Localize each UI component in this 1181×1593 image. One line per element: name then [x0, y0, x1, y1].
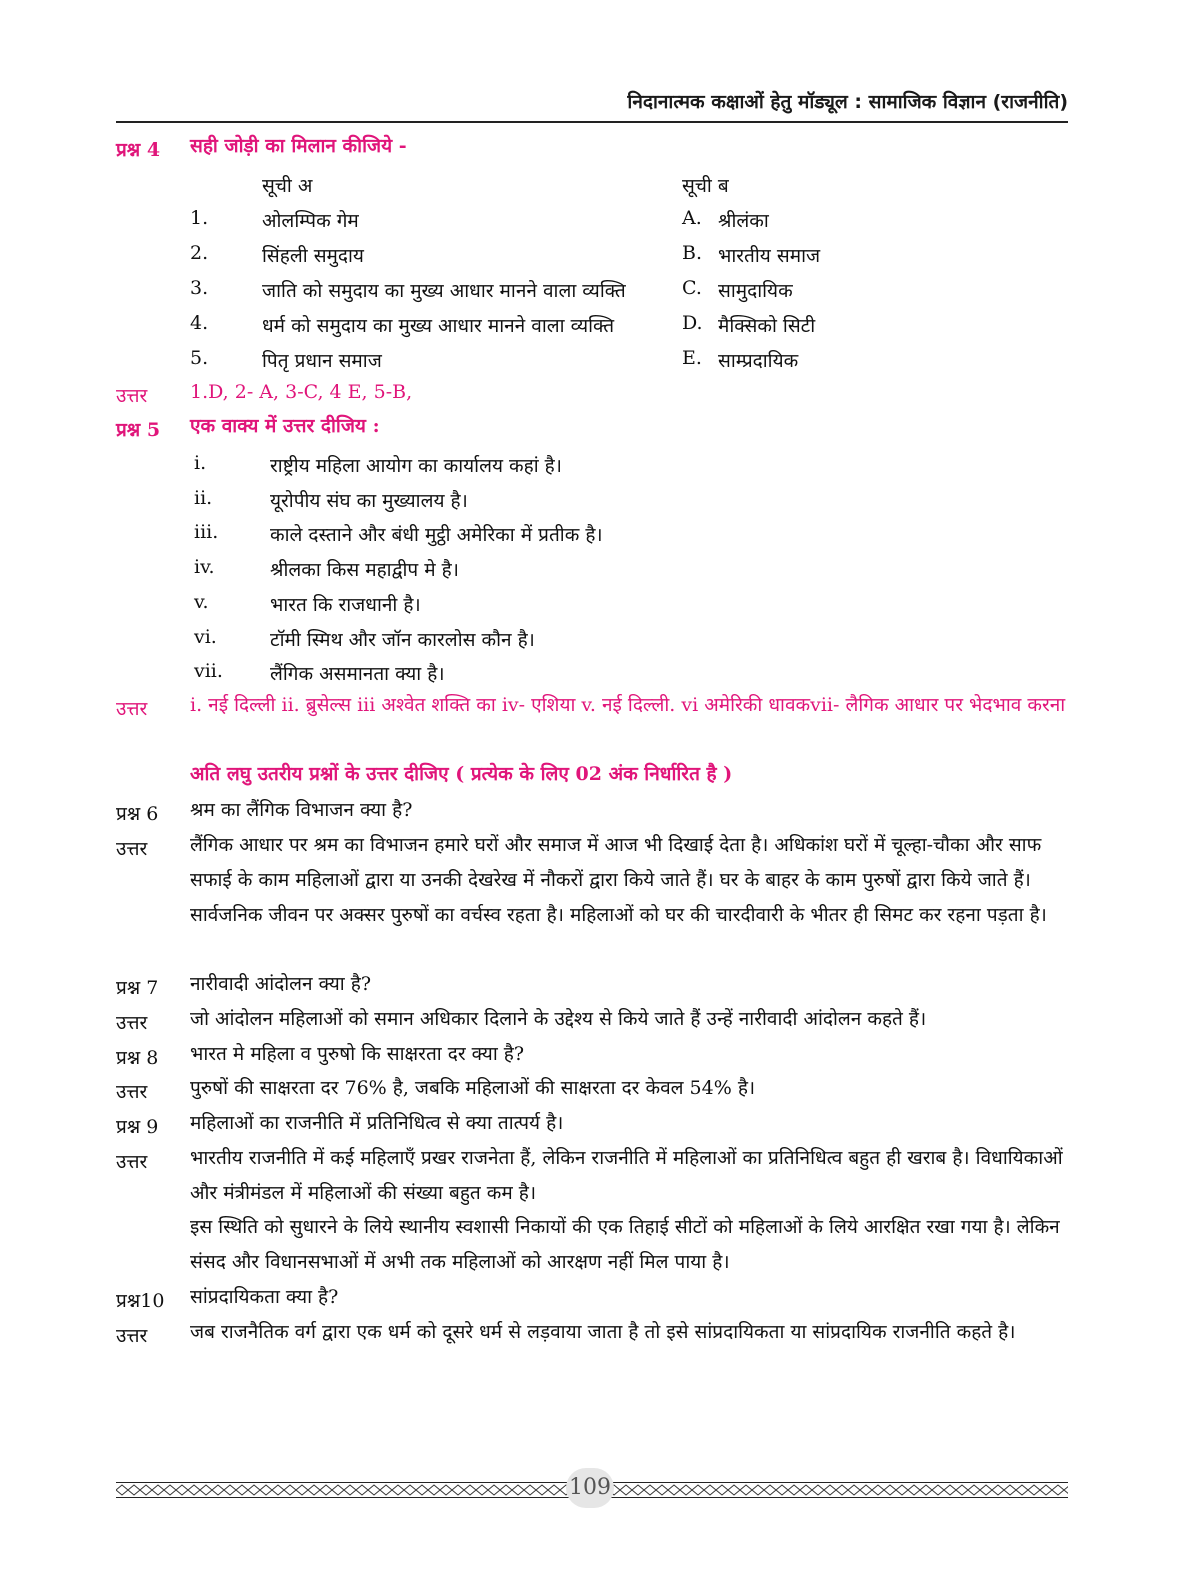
q8-answer: पुरुषों की साक्षरता दर 76% है, जबकि महिलाओं की साक्षरता दर केवल 54% है।	[190, 1077, 756, 1099]
section-heading: अति लघु उतरीय प्रश्नों के उत्तर दीजिए ( प्रत्येक के लिए 02 अंक निर्धारित है )	[190, 763, 733, 785]
q5-answer-label: उत्तर	[116, 698, 148, 720]
q6-answer: लैंगिक आधार पर श्रम का विभाजन हमारे घरों और समाज में आज भी दिखाई देता है। अधिकांश घरों में चूल्हा-चौका और साफ सफाई के काम महिलाओं द्वारा या उनकी देखरेख में नौकरों द्वारा किये जाते हैं। घर के बाहर के काम पुरुषों द्वारा किये जाते हैं। सार्वजनिक जीवन पर अक्सर पुरुषों का वर्चस्व रहता है। महिलाओं को घर की चारदीवारी के भीतर ही सिमट कर रहना पड़ता है।	[190, 834, 1047, 926]
page-header-title: निदानात्मक कक्षाओं हेतु मॉड्यूल : सामाजिक विज्ञान (राजनीति)	[627, 91, 1068, 113]
header-divider	[116, 121, 1068, 123]
match-row-list-a: जाति को समुदाय का मुख्य आधार मानने वाला व्यक्ति	[262, 280, 626, 302]
match-row-letter: D.	[682, 312, 703, 334]
q5-item-text: काले दस्ताने और बंधी मुट्ठी अमेरिका में प्रतीक है।	[270, 524, 603, 546]
q5-item-text: यूरोपीय संघ का मुख्यालय है।	[270, 490, 468, 512]
match-row-list-b: श्रीलंका	[718, 210, 769, 232]
q5-item-text: श्रीलका किस महाद्वीप मे है।	[270, 559, 459, 581]
q7-question: नारीवादी आंदोलन क्या है?	[190, 973, 372, 995]
match-row-list-a: धर्म को समुदाय का मुख्य आधार मानने वाला व्यक्ति	[262, 315, 615, 337]
q5-item-number: ii.	[194, 487, 213, 509]
q5-item-number: vii.	[194, 660, 223, 682]
q5-item-number: i.	[194, 452, 207, 474]
q7-answer: जो आंदोलन महिलाओं को समान अधिकार दिलाने के उद्देश्य से किये जाते हैं उन्हें नारीवादी आंदोलन कहते हैं।	[190, 1008, 927, 1030]
q6-question: श्रम का लैंगिक विभाजन क्या है?	[190, 799, 413, 821]
page-number: 109	[566, 1468, 614, 1508]
q5-title: एक वाक्य में उत्तर दीजिय :	[190, 415, 380, 437]
match-row-list-b: भारतीय समाज	[718, 245, 821, 267]
q8-answer-label: उत्तर	[116, 1081, 148, 1103]
q9-answer-label: उत्तर	[116, 1151, 148, 1173]
q5-item-number: vi.	[194, 626, 217, 648]
q5-item-text: भारत कि राजधानी है।	[270, 594, 421, 616]
match-row-number: 5.	[190, 347, 209, 369]
match-row-list-a: ओलम्पिक गेम	[262, 210, 359, 232]
q5-item-text: टॉमी स्मिथ और जॉन कारलोस कौन है।	[270, 629, 535, 651]
match-row-letter: A.	[682, 207, 702, 229]
match-row-letter: C.	[682, 277, 702, 299]
q9-answer: भारतीय राजनीति में कई महिलाएँ प्रखर राजनेता हैं, लेकिन राजनीति में महिलाओं का प्रतिनिधित्व बहुत ही खराब है। विधायिकाओं और मंत्रीमंडल में महिलाओं की संख्या बहुत कम है।	[190, 1147, 1063, 1204]
match-row-number: 1.	[190, 207, 209, 229]
q9-label: प्रश्न 9	[116, 1116, 159, 1138]
q5-item-number: v.	[194, 591, 209, 613]
match-row-letter: B.	[682, 242, 703, 264]
q5-item-number: iv.	[194, 556, 215, 578]
match-row-number: 4.	[190, 312, 209, 334]
q4-answer-label: उत्तर	[116, 385, 148, 407]
match-row-list-a: पितृ प्रधान समाज	[262, 350, 382, 372]
match-row-number: 3.	[190, 277, 209, 299]
match-row-letter: E.	[682, 347, 702, 369]
list-b-heading: सूची ब	[682, 175, 729, 197]
match-row-list-b: साम्प्रदायिक	[718, 350, 799, 372]
match-row-number: 2.	[190, 242, 209, 264]
q9-question: महिलाओं का राजनीति में प्रतिनिधित्व से क्या तात्पर्य है।	[190, 1112, 564, 1134]
q4-title: सही जोड़ी का मिलान कीजिये -	[190, 135, 407, 157]
q6-label: प्रश्न 6	[116, 803, 159, 825]
q4-answer: 1.D, 2- A, 3-C, 4 E, 5-B,	[190, 381, 413, 403]
q9-answer-continued: इस स्थिति को सुधारने के लिये स्थानीय स्वशासी निकायों की एक तिहाई सीटों को महिलाओं के लिये आरक्षित रखा गया है। लेकिन संसद और विधानसभाओं में अभी तक महिलाओं को आरक्षण नहीं मिल पाया है।	[190, 1216, 1060, 1273]
match-row-list-b: सामुदायिक	[718, 280, 793, 302]
q5-answer: i. नई दिल्ली ii. ब्रुसेल्स iii अश्वेत शक्ति का iv- एशिया v. नई दिल्ली. vi अमेरिकी धावकvii- लैगिक आधार पर भेदभाव करना	[190, 694, 1066, 716]
list-a-heading: सूची अ	[262, 175, 313, 197]
q8-question: भारत मे महिला व पुरुषो कि साक्षरता दर क्या है?	[190, 1043, 525, 1065]
q10-answer: जब राजनैतिक वर्ग द्वारा एक धर्म को दूसरे धर्म से लड़वाया जाता है तो इसे सांप्रदायिकता या सांप्रदायिक राजनीति कहते है।	[190, 1321, 1016, 1343]
q10-answer-label: उत्तर	[116, 1325, 148, 1347]
q5-item-text: लैंगिक असमानता क्या है।	[270, 663, 445, 685]
q6-answer-label: उत्तर	[116, 838, 148, 860]
q7-answer-label: उत्तर	[116, 1012, 148, 1034]
match-row-list-b: मैक्सिको सिटी	[718, 315, 816, 337]
q5-item-text: राष्ट्रीय महिला आयोग का कार्यालय कहां है।	[270, 455, 562, 477]
q5-label: प्रश्न 5	[116, 419, 161, 441]
q10-label: प्रश्न10	[116, 1290, 165, 1312]
q10-question: सांप्रदायिकता क्या है?	[190, 1286, 339, 1308]
q7-label: प्रश्न 7	[116, 977, 159, 999]
q8-label: प्रश्न 8	[116, 1047, 159, 1069]
q5-item-number: iii.	[194, 521, 219, 543]
match-row-list-a: सिंहली समुदाय	[262, 245, 364, 267]
q4-label: प्रश्न 4	[116, 139, 161, 161]
